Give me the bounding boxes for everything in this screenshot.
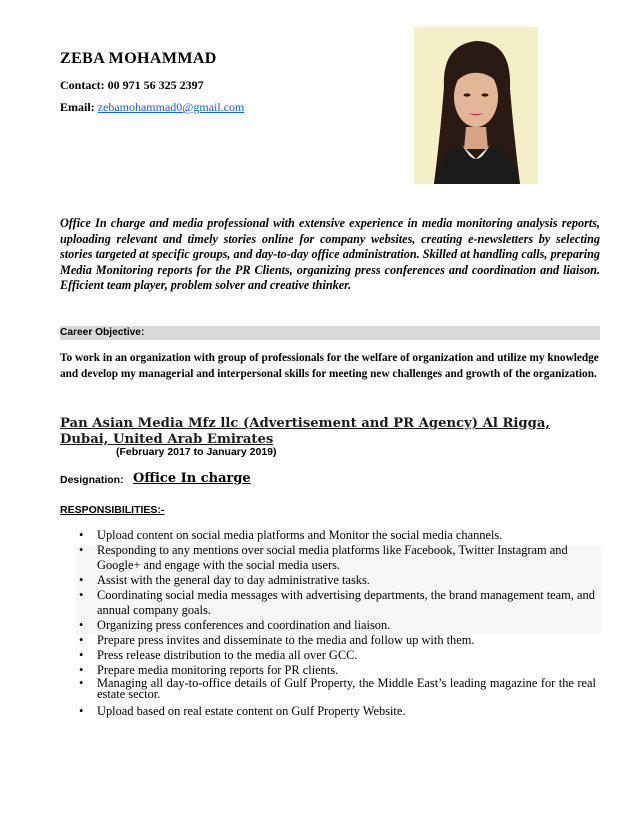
- bullet-icon: •: [79, 676, 84, 690]
- contact-phone: 00 971 56 325 2397: [107, 78, 204, 92]
- list-item-text: Prepare press invites and disseminate to the media and follow up with them.: [97, 633, 475, 647]
- list-item: [76, 543, 596, 573]
- contact-label: Contact:: [60, 78, 105, 92]
- candidate-name: ZEBA MOHAMMAD: [60, 50, 217, 67]
- bullet-icon: •: [79, 633, 84, 647]
- list-item: [76, 704, 596, 719]
- list-item-text: Organizing press conferences and coordination and liaison.: [97, 618, 391, 632]
- list-item: [76, 573, 596, 588]
- portrait-image: [414, 27, 538, 184]
- responsibilities-list: [76, 528, 596, 719]
- bullet-icon: •: [79, 528, 84, 542]
- list-item-text: Prepare media monitoring reports for PR clients.: [97, 663, 339, 677]
- contact-line: [60, 78, 204, 93]
- bullet-icon: •: [79, 663, 84, 677]
- profile-photo: [414, 27, 538, 184]
- list-item-text: Upload based on real estate content on Gulf Property Website.: [97, 704, 406, 718]
- list-item-text: Coordinating social media messages with advertising departments, the brand management team, and annual company goals.: [97, 588, 595, 617]
- list-item: [76, 678, 596, 699]
- email-link[interactable]: zebamohammad0@gmail.com: [97, 100, 245, 114]
- list-item: [76, 618, 596, 633]
- career-objective-text: To work in an organization with group of professionals for the welfare of organization and utilize my knowledge and develop my managerial and interpersonal skills for meeting new challenges and growth of the organization.: [60, 352, 599, 380]
- list-item-text: Assist with the general day to day administrative tasks.: [97, 573, 370, 587]
- bullet-icon: •: [79, 704, 84, 718]
- bullet-icon: •: [79, 648, 84, 662]
- bullet-icon: •: [79, 543, 84, 557]
- list-item-text: Responding to any mentions over social media platforms like Facebook, Twitter Instagram and Google+ and engage with the social media users.: [97, 543, 568, 572]
- employment-period: (February 2017 to January 2019): [116, 446, 277, 458]
- list-item: [76, 528, 596, 543]
- designation-value: Office In charge: [133, 471, 251, 486]
- list-item-text: Press release distribution to the media all over GCC.: [97, 648, 358, 662]
- list-item-text: Managing all day-to-office details of Gulf Property, the Middle East’s leading magazine for the real estate sector.: [97, 676, 596, 701]
- designation-label: Designation:: [60, 474, 124, 486]
- email-line: [60, 100, 244, 115]
- list-item: [76, 588, 596, 618]
- list-item-text: Upload content on social media platforms and Monitor the social media channels.: [97, 528, 503, 542]
- company-heading: Pan Asian Media Mfz llc (Advertisement and PR Agency) Al Rigga, Dubai, United Arab Emirates: [60, 416, 550, 447]
- responsibilities-heading: RESPONSIBILITIES:-: [60, 504, 165, 516]
- bullet-icon: •: [79, 618, 84, 632]
- bullet-icon: •: [79, 573, 84, 587]
- professional-summary: Office In charge and media professional with extensive experience in media monitoring analysis reports, uploading relevant and timely stories online for company websites, creating e-newsletters by selecting stories targeted at specific groups, and day-to-day office administration. Skilled at handling calls, preparing Media Monitoring reports for the PR Clients, organizing press conferences and coordination and liaison. Efficient team player, problem solver and creative thinker.: [60, 216, 600, 292]
- list-item: [76, 633, 596, 648]
- career-objective-heading: Career Objective:: [60, 327, 145, 338]
- email-label: Email:: [60, 100, 95, 114]
- bullet-icon: •: [79, 588, 84, 602]
- list-item: [76, 648, 596, 663]
